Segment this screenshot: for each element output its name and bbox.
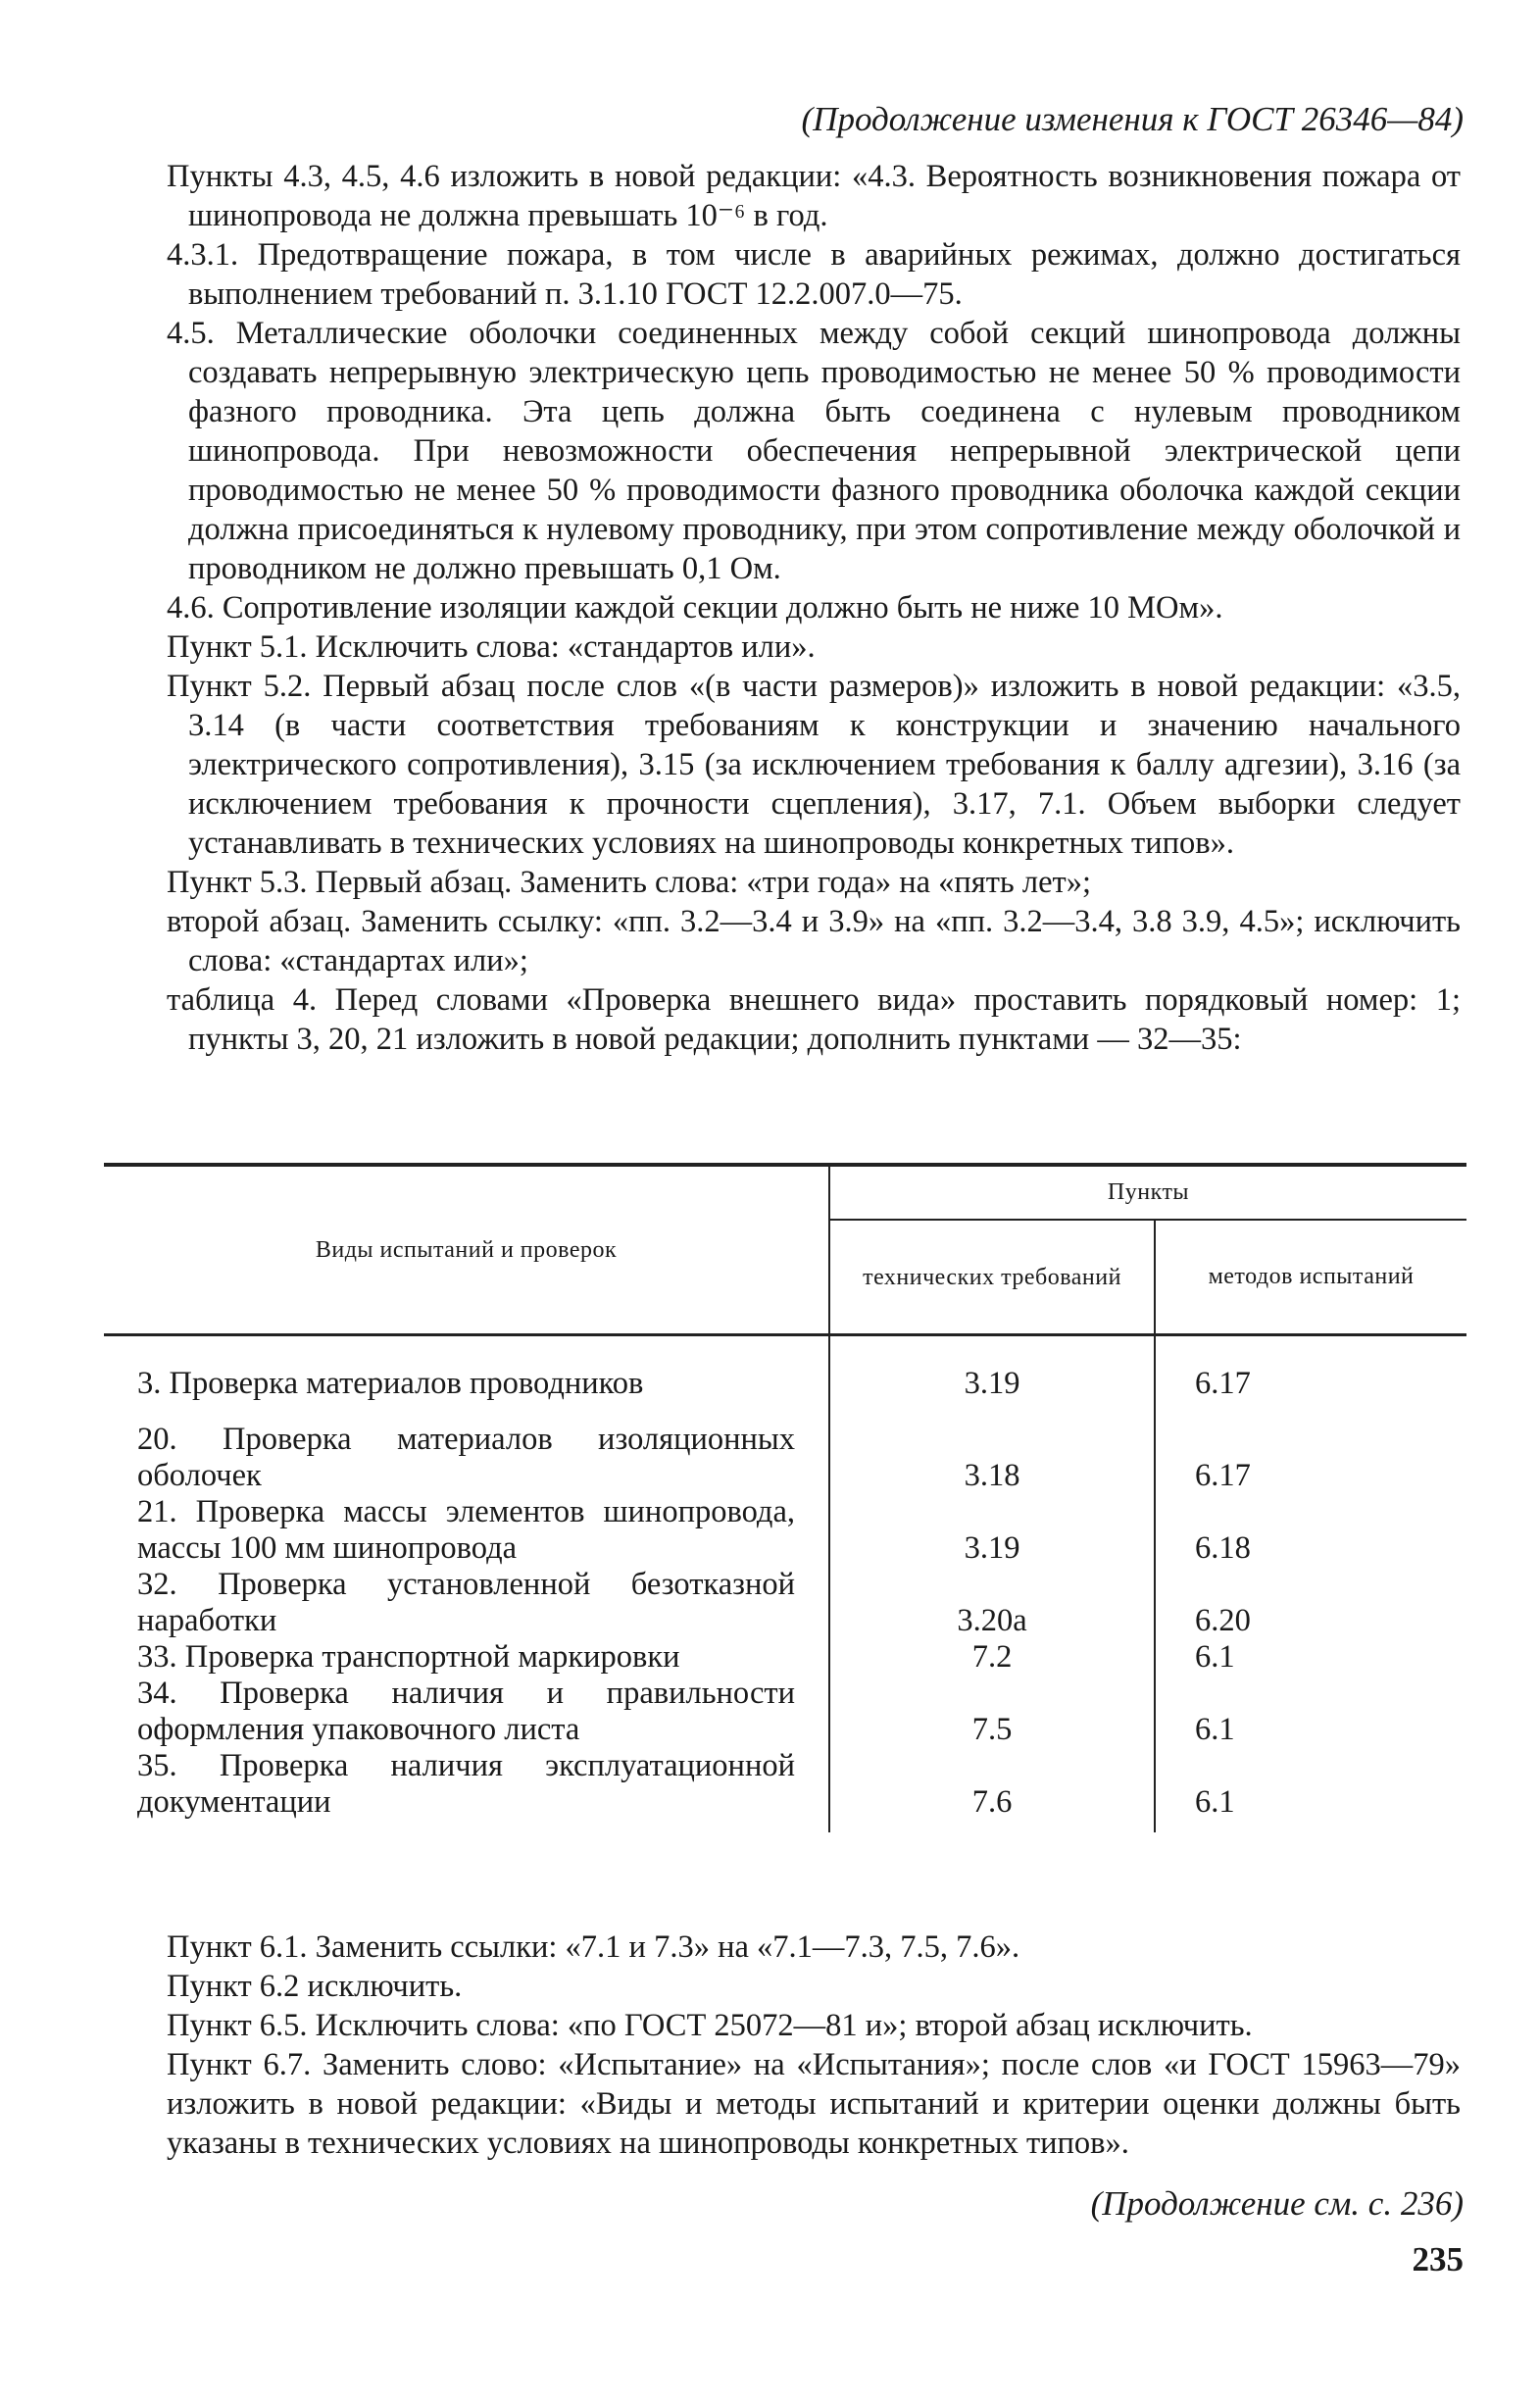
row-name: 20. Проверка материалов изоляционных оболочек bbox=[104, 1402, 829, 1494]
row-name: 35. Проверка наличия эксплуатационной документации bbox=[104, 1748, 829, 1832]
row-name: 33. Проверка транспортной маркировки bbox=[104, 1639, 829, 1676]
table-row bbox=[104, 1567, 1466, 1639]
table-row bbox=[104, 1402, 1466, 1494]
row-name: 3. Проверка материалов проводников bbox=[104, 1335, 829, 1403]
paragraph: Пункт 5.2. Первый абзац после слов «(в части размеров)» изложить в новой редакции: «3.5, 3.14 (в части соответствия требованиям к конструкции и значению начального электрического сопротивления), 3.15 (за исключением требования к баллу адгезии), 3.16 (за исключением требования к прочности сцепления), 3.17, 7.1. Объем выборки следует устанавливать в технических условиях на шинопроводы конкретных типов». bbox=[167, 669, 1461, 861]
row-method: 6.1 bbox=[1195, 1712, 1235, 1747]
row-tech: 3.20а bbox=[829, 1567, 1155, 1639]
amendment-table bbox=[104, 1163, 1466, 1832]
paragraph: таблица 4. Перед словами «Проверка внешнего вида» проставить порядковый номер: 1; пункты 3, 20, 21 изложить в новой редакции; дополнить пунктами — 32—35: bbox=[167, 982, 1461, 1057]
paragraph: Пункт 5.1. Исключить слова: «стандартов или». bbox=[167, 629, 816, 665]
paragraph: Пункт 5.3. Первый абзац. Заменить слова: «три года» на «пять лет»; bbox=[167, 865, 1092, 900]
paragraph: Пункт 6.2 исключить. bbox=[167, 1969, 463, 2004]
column-header-methods: методов испытаний bbox=[1155, 1220, 1466, 1334]
row-tech: 7.5 bbox=[829, 1676, 1155, 1748]
row-tech: 7.6 bbox=[829, 1748, 1155, 1832]
row-method: 6.18 bbox=[1195, 1530, 1251, 1566]
paragraph: Пункт 6.1. Заменить ссылки: «7.1 и 7.3» на «7.1—7.3, 7.5, 7.6». bbox=[167, 1929, 1020, 1965]
table-row bbox=[104, 1335, 1466, 1403]
row-name: 34. Проверка наличия и правильности оформления упаковочного листа bbox=[104, 1676, 829, 1748]
row-tech: 7.2 bbox=[829, 1639, 1155, 1676]
table-row bbox=[104, 1748, 1466, 1832]
column-header-kinds: Виды испытаний и проверок bbox=[104, 1165, 829, 1335]
table-row bbox=[104, 1676, 1466, 1748]
main-text bbox=[167, 157, 1461, 1059]
paragraph: Пункт 6.5. Исключить слова: «по ГОСТ 25072—81 и»; второй абзац исключить. bbox=[167, 2008, 1253, 2043]
paragraph: Пункты 4.3, 4.5, 4.6 изложить в новой редакции: «4.3. Вероятность возникновения пожара от шинопровода не должна превышать 10⁻⁶ в год. bbox=[167, 159, 1461, 233]
continuation-note: (Продолжение см. с. 236) bbox=[1090, 2184, 1464, 2223]
after-table-text bbox=[167, 1927, 1461, 2163]
page-number: 235 bbox=[1412, 2240, 1464, 2278]
paragraph: 4.5. Металлические оболочки соединенных между собой секций шинопровода должны создавать непрерывную электрическую цепь проводимостью не менее 50 % проводимости фазного проводника. Эта цепь должна быть соединена с нулевым проводником шинопровода. При невозможности обеспечения непрерывной электрической цепи проводимостью не менее 50 % проводимости фазного проводника оболочка каждой секции должна присоединяться к нулевому проводнику, при этом сопротивление между оболочкой и проводником не должно превышать 0,1 Ом. bbox=[167, 316, 1461, 586]
row-method: 6.1 bbox=[1195, 1784, 1235, 1820]
column-header-tech: технических требований bbox=[829, 1220, 1155, 1334]
paragraph: 4.3.1. Предотвращение пожара, в том числе в аварийных режимах, должно достигаться выполнением требований п. 3.1.10 ГОСТ 12.2.007.0—75. bbox=[167, 237, 1461, 312]
row-tech: 3.18 bbox=[829, 1402, 1155, 1494]
paragraph: второй абзац. Заменить ссылку: «пп. 3.2—3.4 и 3.9» на «пп. 3.2—3.4, 3.8 3.9, 4.5»; исключить слова: «стандартах или»; bbox=[167, 904, 1461, 978]
row-name: 32. Проверка установленной безотказной наработки bbox=[104, 1567, 829, 1639]
row-tech: 3.19 bbox=[829, 1494, 1155, 1567]
page-header: (Продолжение изменения к ГОСТ 26346—84) bbox=[801, 100, 1464, 138]
row-method: 6.17 bbox=[1195, 1366, 1251, 1401]
paragraph: Пункт 6.7. Заменить слово: «Испытание» на «Испытания»; после слов «и ГОСТ 15963—79» изложить в новой редакции: «Виды и методы испытаний и критерии оценки должны быть указаны в технических условиях на шинопроводы конкретных типов». bbox=[167, 2047, 1461, 2161]
table-row bbox=[104, 1494, 1466, 1567]
column-header-group: Пункты bbox=[829, 1165, 1466, 1220]
row-name: 21. Проверка массы элементов шинопровода, массы 100 мм шинопровода bbox=[104, 1494, 829, 1567]
table-row bbox=[104, 1639, 1466, 1676]
row-method: 6.20 bbox=[1195, 1603, 1251, 1638]
row-method: 6.17 bbox=[1195, 1458, 1251, 1493]
row-tech: 3.19 bbox=[829, 1335, 1155, 1403]
row-method: 6.1 bbox=[1195, 1639, 1235, 1675]
paragraph: 4.6. Сопротивление изоляции каждой секции должно быть не ниже 10 МОм». bbox=[167, 590, 1223, 626]
